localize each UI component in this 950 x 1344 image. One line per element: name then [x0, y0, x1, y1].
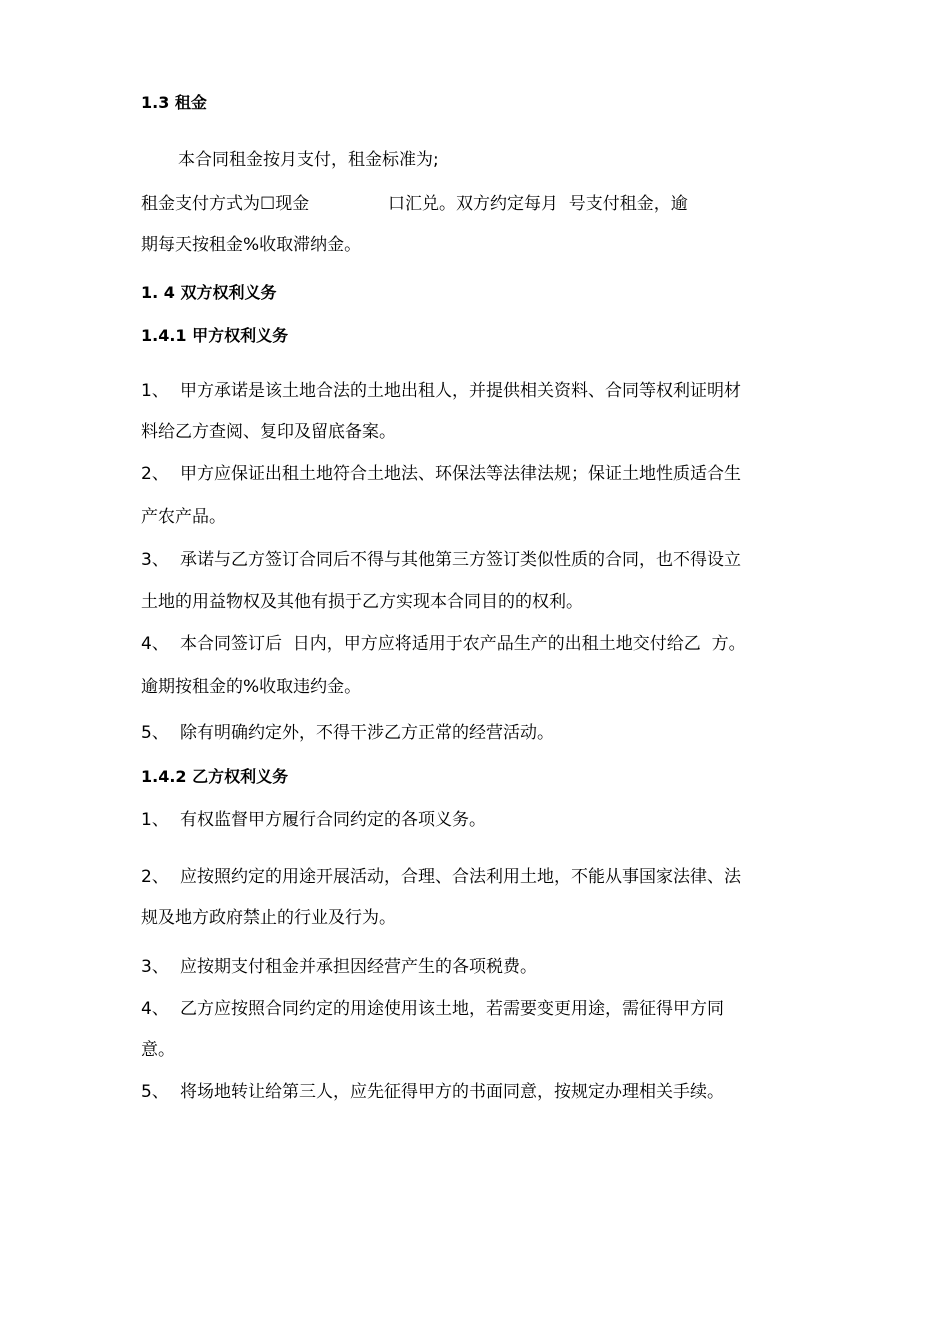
item-number: 3、 [141, 550, 169, 570]
item-number: 3、 [141, 957, 169, 977]
item-number: 5、 [141, 723, 169, 743]
list-item: 土地的用益物权及其他有损于乙方实现本合同目的的权利。 [141, 592, 583, 612]
list-item: 料给乙方查阅、复印及留底备案。 [141, 422, 396, 442]
list-item: 本合同签订后 日内，甲方应将适用于农产品生产的出租土地交付给乙 方。 [180, 634, 746, 654]
item-number: 1、 [141, 810, 169, 830]
item-number: 4、 [141, 999, 169, 1019]
item-number: 5、 [141, 1082, 169, 1102]
item-number: 2、 [141, 867, 169, 887]
list-item: 应按照约定的用途开展活动，合理、合法利用土地，不能从事国家法律、法 [180, 867, 741, 887]
list-item: 甲方承诺是该土地合法的土地出租人，并提供相关资料、合同等权利证明材 [180, 381, 741, 401]
section-heading: 1.3 租金 [141, 93, 207, 112]
subsection-heading: 1.4.2 乙方权利义务 [141, 767, 289, 786]
list-item: 产农产品。 [141, 507, 226, 527]
item-number: 4、 [141, 634, 169, 654]
item-number: 2、 [141, 464, 169, 484]
list-item: 逾期按租金的%收取违约金。 [141, 677, 362, 697]
list-item: 除有明确约定外，不得干涉乙方正常的经营活动。 [180, 723, 554, 743]
paragraph: 租金支付方式为☐现金 [141, 194, 310, 214]
list-item: 乙方应按照合同约定的用途使用该土地，若需要变更用途，需征得甲方同 [180, 999, 724, 1019]
list-item: 意。 [141, 1040, 175, 1060]
paragraph: 期每天按租金%收取滞纳金。 [141, 235, 362, 255]
item-number: 1、 [141, 381, 169, 401]
list-item: 规及地方政府禁止的行业及行为。 [141, 908, 396, 928]
section-heading: 1. 4 双方权利义务 [141, 283, 277, 302]
list-item: 有权监督甲方履行合同约定的各项义务。 [180, 810, 486, 830]
list-item: 将场地转让给第三人，应先征得甲方的书面同意，按规定办理相关手续。 [180, 1082, 724, 1102]
list-item: 甲方应保证出租土地符合土地法、环保法等法律法规；保证土地性质适合生 [180, 464, 741, 484]
subsection-heading: 1.4.1 甲方权利义务 [141, 326, 289, 345]
paragraph: 本合同租金按月支付，租金标准为; [178, 150, 439, 170]
list-item: 承诺与乙方签订合同后不得与其他第三方签订类似性质的合同，也不得设立 [180, 550, 741, 570]
paragraph: 口汇兑。双方约定每月 号支付租金，逾 [388, 194, 688, 214]
list-item: 应按期支付租金并承担因经营产生的各项税费。 [180, 957, 537, 977]
